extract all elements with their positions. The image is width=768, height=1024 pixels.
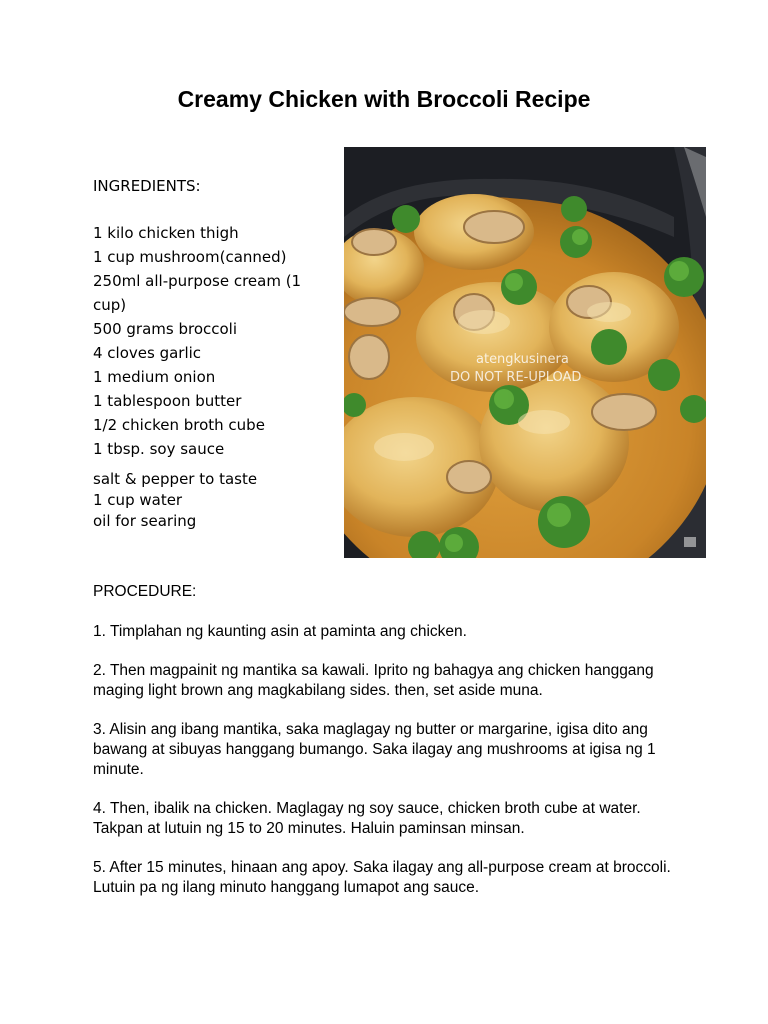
ingredients-list [93,221,338,461]
ingredient-item: 250ml all-purpose cream (1 cup) [93,272,302,314]
photo-watermark [450,351,650,387]
ingredient-extra-item: salt & pepper to taste [93,470,258,488]
procedure-step: 3. Alisin ang ibang mantika, saka maglagay ng butter or margarine, igisa dito ang bawang at sibuyas hanggang bumango. Saka ilagay ang mushrooms at igisa ng 1 minute. [93,721,656,778]
procedure-step: 1. Timplahan ng kaunting asin at paminta ang chicken. [93,623,467,640]
ingredient-item: 1 tablespoon butter [93,392,242,410]
procedure-step: 4. Then, ibalik na chicken. Maglagay ng soy sauce, chicken broth cube at water. Takpan at lutuin ng 15 to 20 minutes. Haluin paminsan minsan. [93,800,641,837]
ingredient-item: 1 kilo chicken thigh [93,224,239,242]
ingredient-extra-item: oil for searing [93,512,197,530]
procedure-step: 5. After 15 minutes, hinaan ang apoy. Saka ilagay ang all-purpose cream at broccoli. Lutuin pa ng ilang minuto hanggang lumapot ang sauce. [93,859,671,896]
ingredient-item: 500 grams broccoli [93,320,238,338]
ingredients-heading: INGREDIENTS: [93,177,201,195]
ingredient-item: 1 medium onion [93,368,216,386]
ingredients-extras-list [93,469,338,532]
ingredient-item: 1/2 chicken broth cube [93,416,265,434]
ingredients-section [93,176,338,532]
ingredient-item: 1 tbsp. soy sauce [93,440,225,458]
ingredient-item: 4 cloves garlic [93,344,202,362]
procedure-section [93,582,683,917]
page-title: Creamy Chicken with Broccoli Recipe [177,86,591,112]
ingredient-item: 1 cup mushroom(canned) [93,248,287,266]
watermark-line-1: atengkusinera [476,352,569,367]
watermark-line-2: DO NOT RE-UPLOAD [450,370,582,385]
procedure-heading: PROCEDURE: [93,583,197,600]
procedure-step: 2. Then magpainit ng mantika sa kawali. Iprito ng bahagya ang chicken hanggang maging light brown ang magkabilang sides. then, set aside muna. [93,662,654,699]
ingredient-extra-item: 1 cup water [93,491,183,509]
